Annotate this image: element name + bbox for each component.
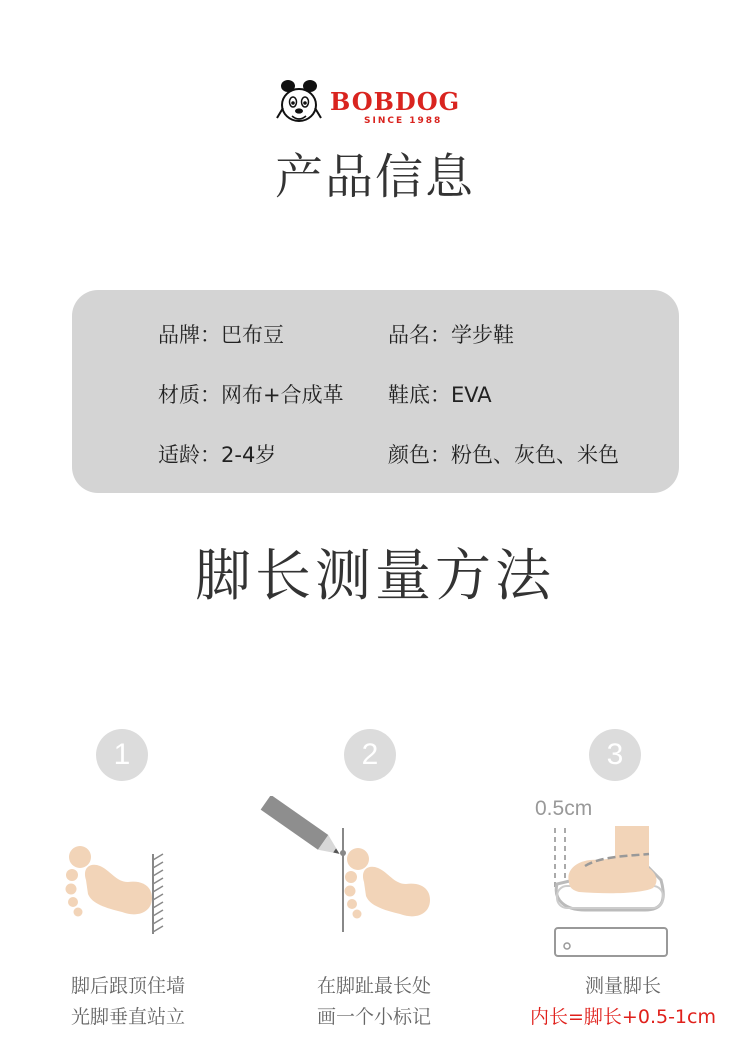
product-info-title: 产品信息 [274, 149, 475, 205]
step-3-formula: 内长=脚长+0.5-1cm [530, 1006, 716, 1028]
step-1-line1: 脚后跟顶住墙 [70, 975, 185, 997]
foot-against-wall-icon [58, 840, 178, 940]
pencil-mark-icon [258, 796, 438, 941]
info-color: 颜色：粉色、灰色、米色 [388, 443, 619, 467]
step-1-description [18, 971, 238, 1033]
info-material: 材质：网布+合成革 [158, 383, 344, 407]
foot-measure-title: 脚长测量方法 [195, 544, 555, 609]
step-1-badge: 1 [96, 729, 148, 781]
step-2-description [264, 971, 484, 1033]
info-age: 适龄：2-4岁 [158, 443, 277, 467]
step-3-badge: 3 [589, 729, 641, 781]
info-sole: 鞋底：EVA [388, 383, 492, 407]
brand-logo [272, 78, 482, 130]
step-2-line1: 在脚趾最长处 [316, 975, 431, 997]
brand-tagline: SINCE 1988 [364, 116, 443, 126]
info-product-name: 品名：学步鞋 [388, 323, 514, 347]
shoe-measure-icon [545, 822, 675, 962]
step-2-line2: 画一个小标记 [316, 1006, 431, 1028]
dog-mascot-icon [272, 78, 326, 130]
product-info-card [72, 290, 679, 493]
brand-wordmark: BOBDOG [330, 87, 461, 116]
step-1-line2: 光脚垂直站立 [70, 1006, 185, 1028]
step-3-line1: 测量脚长 [584, 975, 661, 997]
step-3-description [513, 971, 733, 1033]
margin-annotation: 0.5cm [535, 797, 593, 820]
info-brand: 品牌：巴布豆 [158, 323, 284, 347]
step-2-badge: 2 [344, 729, 396, 781]
